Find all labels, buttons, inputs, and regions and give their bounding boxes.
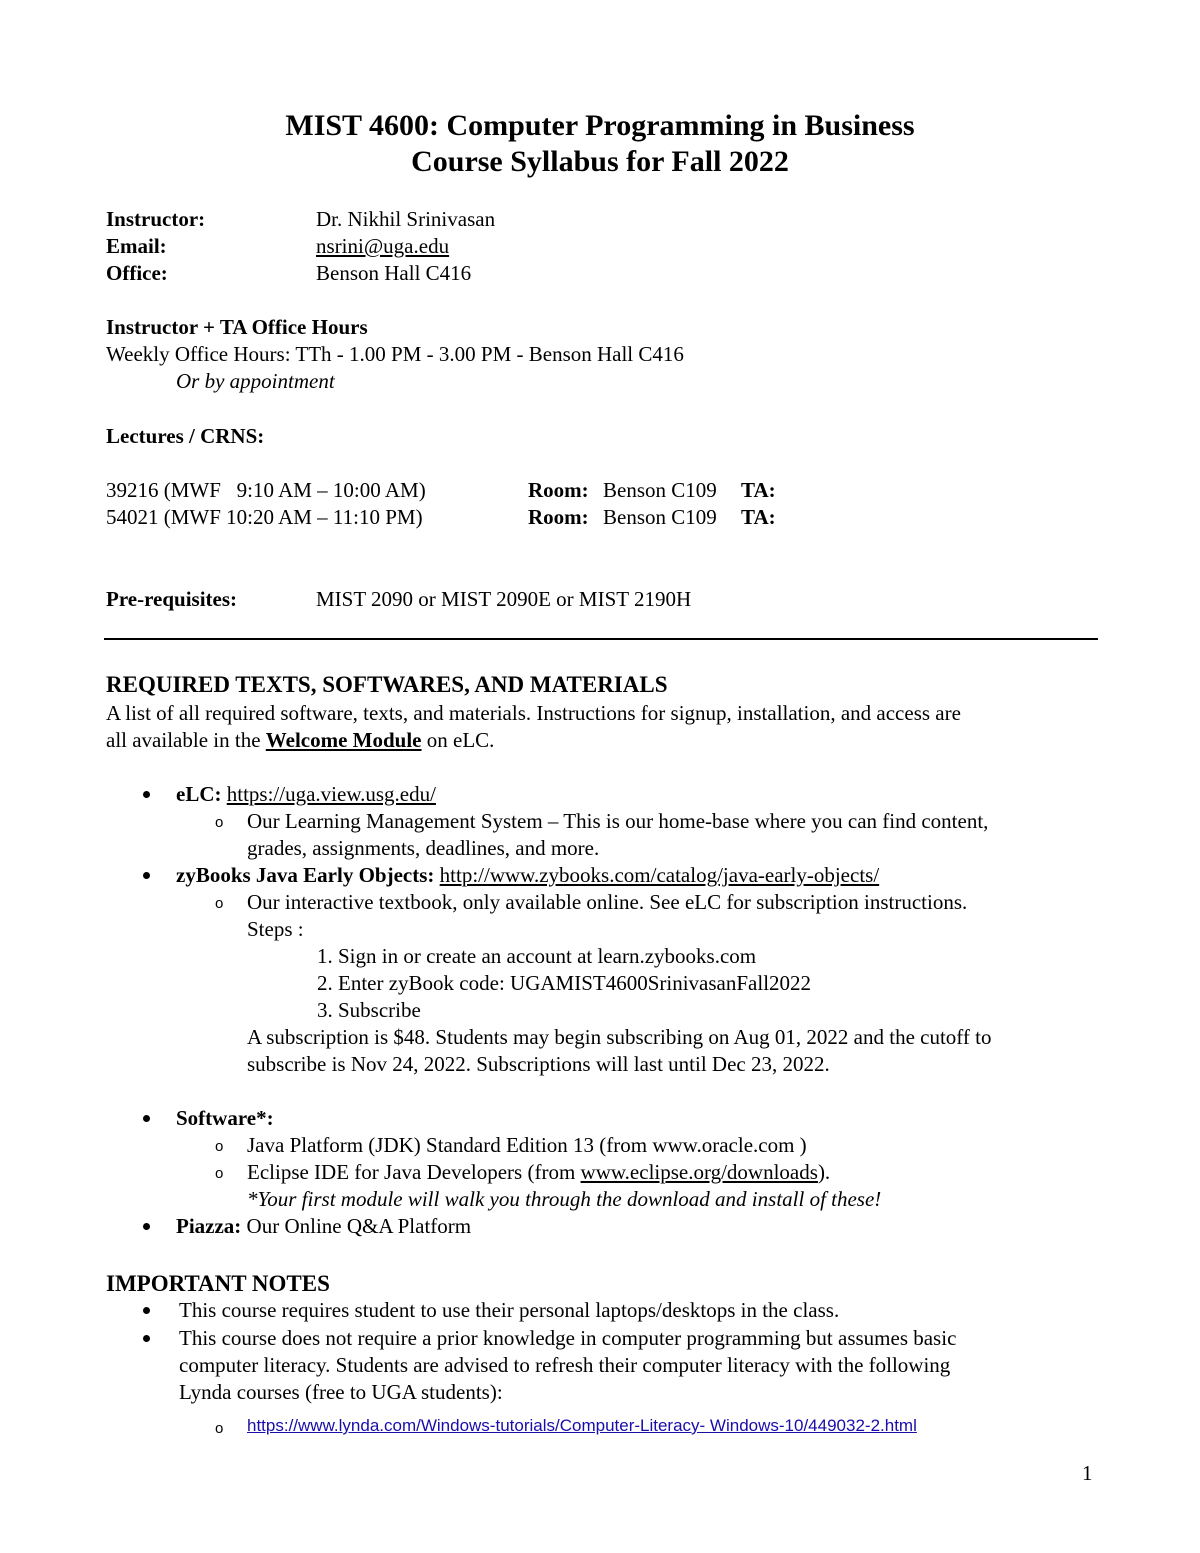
- office-location: Benson Hall C416: [316, 261, 472, 285]
- zybooks-item: [176, 862, 879, 889]
- eclipse-text-pre: Eclipse IDE for Java Developers (from: [247, 1160, 581, 1184]
- piazza-desc: Our Online Q&A Platform: [241, 1214, 472, 1238]
- elc-label: eLC:: [176, 782, 222, 806]
- software-note: *Your first module will walk you through the download and install of these!: [247, 1187, 882, 1211]
- note-2-line3: Lynda courses (free to UGA students):: [179, 1380, 503, 1404]
- bullet-icon: [143, 1307, 150, 1314]
- lecture-room-1: Benson C109: [603, 478, 717, 502]
- bullet-icon: [143, 1115, 150, 1122]
- sub-bullet-icon: o: [215, 1138, 224, 1155]
- weekly-office-hours: Weekly Office Hours: TTh - 1.00 PM - 3.00 PM - Benson Hall C416: [106, 342, 684, 366]
- eclipse-text-post: ).: [817, 1160, 831, 1184]
- welcome-module-link[interactable]: Welcome Module: [265, 728, 422, 752]
- elc-item: [176, 781, 436, 808]
- note-1: This course requires student to use their personal laptops/desktops in the class.: [179, 1298, 840, 1322]
- note-2-line1: This course does not require a prior knowledge in computer programming but assumes basic: [179, 1326, 957, 1350]
- sub-bullet-icon: o: [215, 1420, 224, 1437]
- piazza-item: [176, 1213, 471, 1240]
- lecture-room-label-2: Room:: [528, 505, 589, 529]
- appointment-note: Or by appointment: [176, 369, 335, 393]
- lecture-crn-2: 54021 (MWF 10:20 AM – 11:10 PM): [106, 505, 423, 529]
- lecture-ta-label-1: TA:: [741, 478, 776, 502]
- zybooks-step-2: 2. Enter zyBook code: UGAMIST4600SrinivasanFall2022: [317, 971, 812, 995]
- lecture-ta-label-2: TA:: [741, 505, 776, 529]
- course-title: MIST 4600: Computer Programming in Business: [285, 109, 915, 142]
- zybooks-step-3: 3. Subscribe: [317, 998, 421, 1022]
- bullet-icon: [143, 872, 150, 879]
- zybooks-subscription-line2: subscribe is Nov 24, 2022. Subscriptions will last until Dec 23, 2022.: [247, 1052, 830, 1076]
- zybooks-step-1: 1. Sign in or create an account at learn.zybooks.com: [317, 944, 757, 968]
- lectures-heading: Lectures / CRNS:: [106, 424, 265, 448]
- email-link[interactable]: nsrini@uga.edu: [316, 234, 450, 258]
- sub-bullet-icon: o: [215, 895, 224, 912]
- required-heading: REQUIRED TEXTS, SOFTWARES, AND MATERIALS: [106, 672, 668, 697]
- zybooks-label: zyBooks Java Early Objects:: [176, 863, 435, 887]
- elc-link[interactable]: https://uga.view.usg.edu/: [226, 782, 436, 806]
- piazza-label: Piazza:: [176, 1214, 242, 1238]
- eclipse-download-link[interactable]: www.eclipse.org/downloads: [580, 1160, 818, 1184]
- elc-desc-line1: Our Learning Management System – This is our home-base where you can find content,: [247, 809, 989, 833]
- zybooks-subscription-line1: A subscription is $48. Students may begin subscribing on Aug 01, 2022 and the cutoff to: [247, 1025, 992, 1049]
- required-intro-line2: [106, 727, 494, 754]
- software-jdk: Java Platform (JDK) Standard Edition 13 (from www.oracle.com ): [247, 1133, 807, 1157]
- bullet-icon: [143, 1223, 150, 1230]
- lynda-course-link[interactable]: https://www.lynda.com/Windows-tutorials/Computer-Literacy- Windows-10/449032-2.html: [247, 1416, 917, 1435]
- zybooks-desc-line1: Our interactive textbook, only available online. See eLC for subscription instructions.: [247, 890, 968, 914]
- intro-text-post: on eLC.: [421, 728, 495, 752]
- email-label: Email:: [106, 234, 167, 258]
- zybooks-steps-label: Steps :: [247, 917, 304, 941]
- lecture-room-2: Benson C109: [603, 505, 717, 529]
- section-divider: [104, 638, 1098, 640]
- required-intro-line1: A list of all required software, texts, and materials. Instructions for signup, installation, and access are: [106, 701, 961, 725]
- instructor-name: Dr. Nikhil Srinivasan: [316, 207, 496, 231]
- lecture-crn-1: 39216 (MWF 9:10 AM – 10:00 AM): [106, 478, 426, 502]
- prereq-value: MIST 2090 or MIST 2090E or MIST 2190H: [316, 587, 692, 611]
- software-eclipse: [247, 1159, 830, 1186]
- lecture-room-label-1: Room:: [528, 478, 589, 502]
- intro-text-pre: all available in the: [106, 728, 266, 752]
- software-label: Software*:: [176, 1106, 274, 1130]
- page-number: 1: [1082, 1461, 1093, 1485]
- notes-heading: IMPORTANT NOTES: [106, 1271, 330, 1296]
- note-2-line2: computer literacy. Students are advised to refresh their computer literacy with the following: [179, 1353, 951, 1377]
- bullet-icon: [143, 1335, 150, 1342]
- instructor-label: Instructor:: [106, 207, 206, 231]
- sub-bullet-icon: o: [215, 1165, 224, 1182]
- zybooks-link[interactable]: http://www.zybooks.com/catalog/java-early-objects/: [439, 863, 880, 887]
- office-label: Office:: [106, 261, 168, 285]
- bullet-icon: [143, 791, 150, 798]
- syllabus-subtitle: Course Syllabus for Fall 2022: [411, 145, 789, 178]
- sub-bullet-icon: o: [215, 814, 224, 831]
- prereq-label: Pre-requisites:: [106, 587, 238, 611]
- office-hours-heading: Instructor + TA Office Hours: [106, 315, 368, 339]
- elc-desc-line2: grades, assignments, deadlines, and more.: [247, 836, 600, 860]
